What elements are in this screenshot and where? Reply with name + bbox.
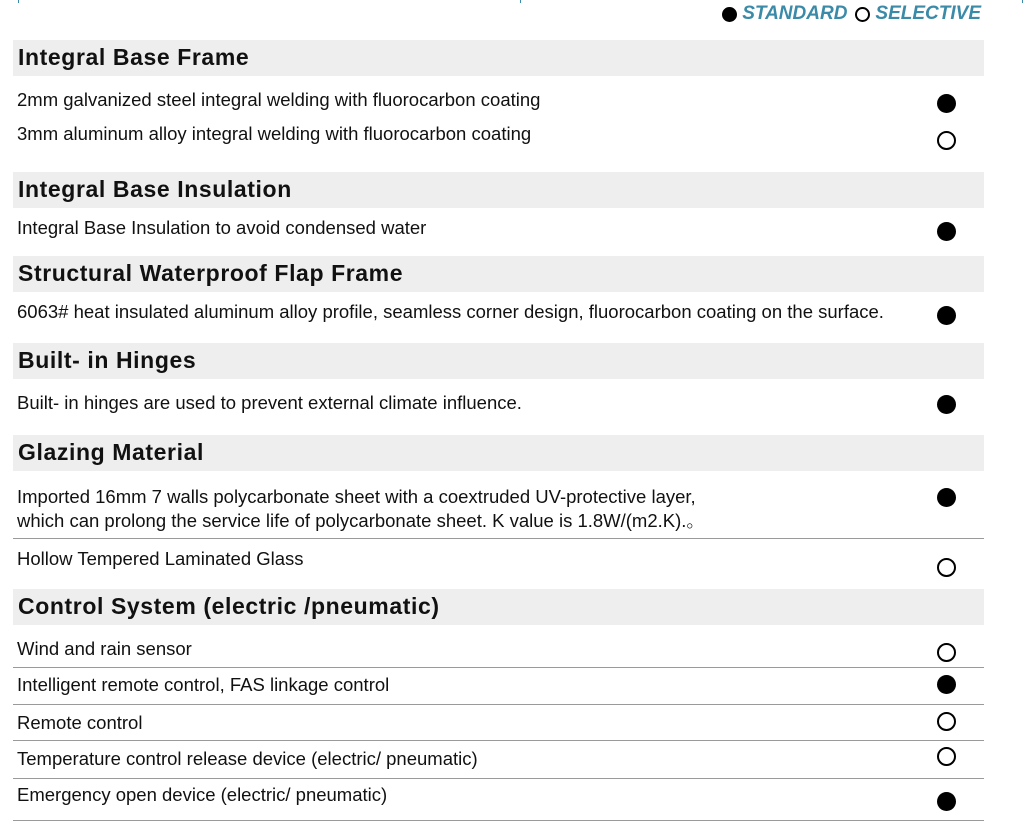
selective-circle-icon [937, 747, 956, 766]
selective-circle-icon [937, 131, 956, 150]
edge-mark [520, 0, 521, 3]
row-divider [13, 538, 984, 539]
standard-dot-icon [937, 792, 956, 811]
edge-mark [18, 0, 19, 3]
standard-dot-icon [937, 488, 956, 507]
row-divider [13, 704, 984, 705]
section-header: Structural Waterproof Flap Frame [13, 256, 984, 292]
spec-item-text: Temperature control release device (electric/ pneumatic) [17, 748, 478, 769]
standard-dot-icon [937, 675, 956, 694]
section-header: Glazing Material [13, 435, 984, 471]
standard-dot-icon [937, 395, 956, 414]
standard-dot-icon [937, 306, 956, 325]
section-header: Integral Base Frame [13, 40, 984, 76]
row-divider [13, 667, 984, 668]
selective-circle-icon [937, 643, 956, 662]
row-divider [13, 820, 984, 821]
section-header: Built- in Hinges [13, 343, 984, 379]
standard-dot-icon [937, 222, 956, 241]
section-header: Control System (electric /pneumatic) [13, 589, 984, 625]
spec-item-text-line2: which can prolong the service life of polycarbonate sheet. K value is 1.8W/(m2.K).。 [17, 510, 705, 531]
section-header: Integral Base Insulation [13, 172, 984, 208]
spec-item-text: 3mm aluminum alloy integral welding with fluorocarbon coating [17, 123, 532, 144]
spec-item-text: Integral Base Insulation to avoid condensed water [17, 217, 427, 238]
legend-standard-label: STANDARD [742, 3, 848, 24]
spec-item-text: Wind and rain sensor [17, 638, 192, 659]
filled-circle-icon [722, 7, 737, 22]
row-divider [13, 778, 984, 779]
standard-dot-icon [937, 94, 956, 113]
spec-item-text: Hollow Tempered Laminated Glass [17, 548, 304, 569]
row-divider [13, 740, 984, 741]
spec-item-text: Emergency open device (electric/ pneumatic) [17, 784, 388, 805]
spec-item-text: 6063# heat insulated aluminum alloy profile, seamless corner design, fluorocarbon coating on the surface. [17, 301, 884, 322]
selective-circle-icon [937, 712, 956, 731]
spec-item-text: Built- in hinges are used to prevent external climate influence. [17, 392, 522, 413]
spec-item-text: Intelligent remote control, FAS linkage control [17, 674, 390, 695]
spec-item-text-line1: Imported 16mm 7 walls polycarbonate sheet with a coextruded UV-protective layer, [17, 486, 696, 507]
edge-mark [1022, 0, 1023, 3]
legend [722, 2, 981, 26]
spec-item-text: 2mm galvanized steel integral welding with fluorocarbon coating [17, 89, 541, 110]
legend-selective-label: SELECTIVE [875, 3, 981, 24]
hollow-circle-icon [855, 7, 870, 22]
spec-item-text: Remote control [17, 712, 143, 733]
selective-circle-icon [937, 558, 956, 577]
